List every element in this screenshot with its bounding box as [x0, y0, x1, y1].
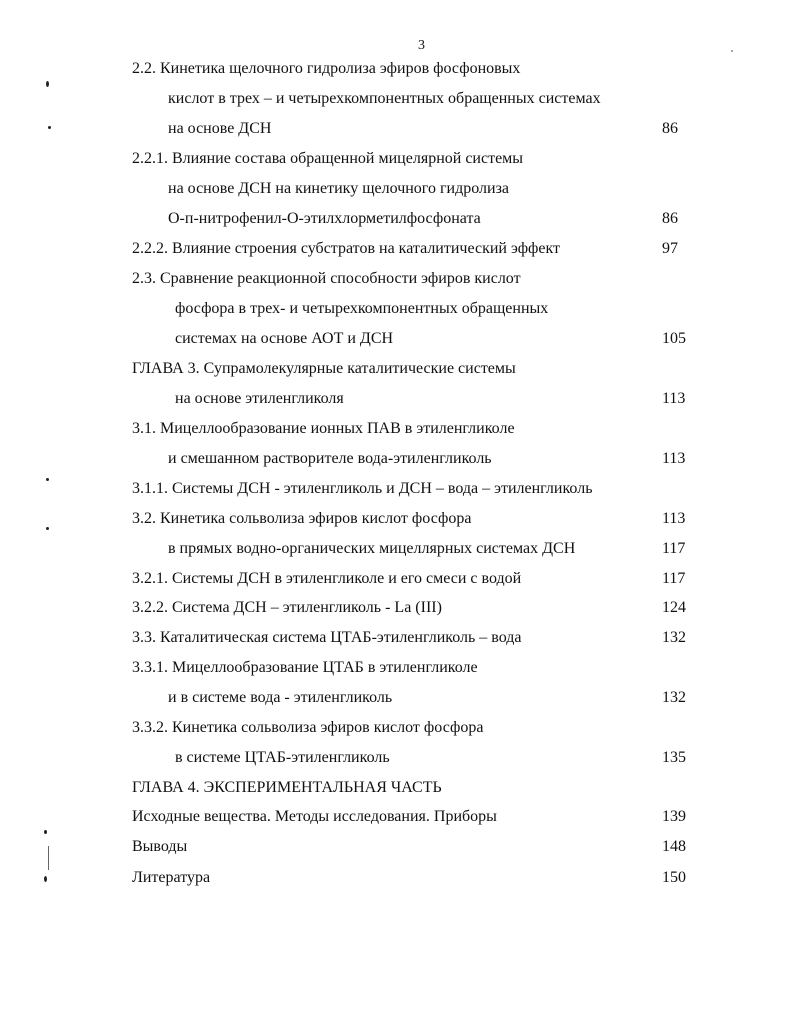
toc-line: [0, 207, 793, 231]
toc-line: [0, 596, 793, 620]
scan-speck: [731, 50, 733, 52]
toc-page: 135: [662, 749, 686, 766]
toc-page: 117: [662, 570, 686, 587]
scan-speck: [44, 876, 47, 882]
toc-text: системах на основе АОТ и ДСН: [175, 330, 394, 347]
toc-text: 3.3.1. Мицеллообразование ЦТАБ в этиленгликоле: [132, 659, 478, 676]
toc-line: [0, 507, 793, 531]
toc-page: 148: [662, 838, 686, 855]
toc-page: 117: [662, 540, 686, 557]
toc-line: [0, 835, 793, 859]
toc-text: кислот в трех – и четырехкомпонентных обращенных системах: [168, 90, 601, 107]
toc-line: [0, 117, 793, 141]
toc-text: на основе этиленгликоля: [175, 390, 344, 407]
toc-page: 139: [662, 808, 686, 825]
toc-text: на основе ДСН: [168, 120, 272, 137]
toc-line: [0, 866, 793, 890]
toc-line: [0, 57, 793, 81]
toc-line: [0, 357, 793, 381]
toc-page: 97: [662, 240, 678, 257]
toc-line: [0, 567, 793, 591]
toc-page: 105: [662, 330, 686, 347]
toc-text: на основе ДСН на кинетику щелочного гидролиза: [168, 180, 509, 197]
toc-text: 2.2. Кинетика щелочного гидролиза эфиров фосфоновых: [132, 60, 521, 77]
toc-line: [0, 805, 793, 829]
toc-line: [0, 327, 793, 351]
toc-page: 86: [662, 120, 678, 137]
toc-line: [0, 177, 793, 201]
toc-line: [0, 656, 793, 680]
scan-streak: [48, 846, 49, 870]
toc-text: 3.1.1. Системы ДСН - этиленгликоль и ДСН – вода – этиленгликоль: [132, 480, 593, 497]
toc-text: 3.2.2. Система ДСН – этиленгликоль - La (III): [132, 599, 442, 616]
toc-text: О-п-нитрофенил-О-этилхлорметилфосфоната: [168, 210, 481, 227]
toc-line: [0, 537, 793, 561]
toc-page: 113: [662, 450, 686, 467]
toc-page: 132: [662, 689, 686, 706]
page-number: 3: [418, 38, 425, 53]
toc-text: 3.2. Кинетика сольволиза эфиров кислот фосфора: [132, 510, 472, 527]
scan-speck: [46, 527, 49, 530]
toc-line: [0, 447, 793, 471]
toc-text: 2.3. Сравнение реакционной способности эфиров кислот: [132, 270, 521, 287]
toc-text: Выводы: [132, 838, 188, 855]
toc-line: [0, 417, 793, 441]
scan-speck: [48, 126, 51, 129]
toc-page: 86: [662, 210, 678, 227]
toc-line: [0, 626, 793, 650]
toc-text: 3.3. Каталитическая система ЦТАБ-этиленгликоль – вода: [132, 629, 522, 646]
toc-text: ГЛАВА 4. ЭКСПЕРИМЕНТАЛЬНАЯ ЧАСТЬ: [132, 779, 442, 796]
toc-line: [0, 686, 793, 710]
toc-text: в прямых водно-органических мицеллярных системах ДСН: [168, 540, 576, 557]
toc-line: [0, 477, 793, 501]
toc-line: [0, 237, 793, 261]
toc-text: 2.2.2. Влияние строения субстратов на каталитический эффект: [132, 240, 561, 257]
scan-speck: [46, 81, 49, 87]
toc-line: [0, 147, 793, 171]
toc-text: 2.2.1. Влияние состава обращенной мицелярной системы: [132, 150, 524, 167]
toc-text: 3.2.1. Системы ДСН в этиленгликоле и его смеси с водой: [132, 570, 522, 587]
toc-line: [0, 267, 793, 291]
toc-text: Исходные вещества. Методы исследования. Приборы: [132, 808, 497, 825]
toc-page: 124: [662, 599, 686, 616]
toc-line: [0, 716, 793, 740]
toc-page: 150: [662, 869, 686, 886]
toc-line: [0, 87, 793, 111]
toc-text: и смешанном растворителе вода-этиленгликоль: [168, 450, 492, 467]
toc-text: 3.1. Мицеллообразование ионных ПАВ в этиленгликоле: [132, 420, 515, 437]
toc-text: фосфора в трех- и четырехкомпонентных обращенных: [175, 300, 549, 317]
scan-speck: [44, 830, 47, 834]
toc-line: [0, 776, 793, 800]
toc-line: [0, 746, 793, 770]
toc-text: ГЛАВА 3. Супрамолекулярные каталитические системы: [132, 360, 516, 377]
toc-page: 113: [662, 390, 686, 407]
scan-speck: [46, 478, 49, 481]
toc-line: [0, 297, 793, 321]
toc-text: и в системе вода - этиленгликоль: [168, 689, 393, 706]
toc-line: [0, 387, 793, 411]
toc-text: в системе ЦТАБ-этиленгликоль: [175, 749, 390, 766]
toc-text: 3.3.2. Кинетика сольволиза эфиров кислот фосфора: [132, 719, 484, 736]
toc-text: Литература: [132, 869, 211, 886]
toc-page: 132: [662, 629, 686, 646]
toc-page: 113: [662, 510, 686, 527]
